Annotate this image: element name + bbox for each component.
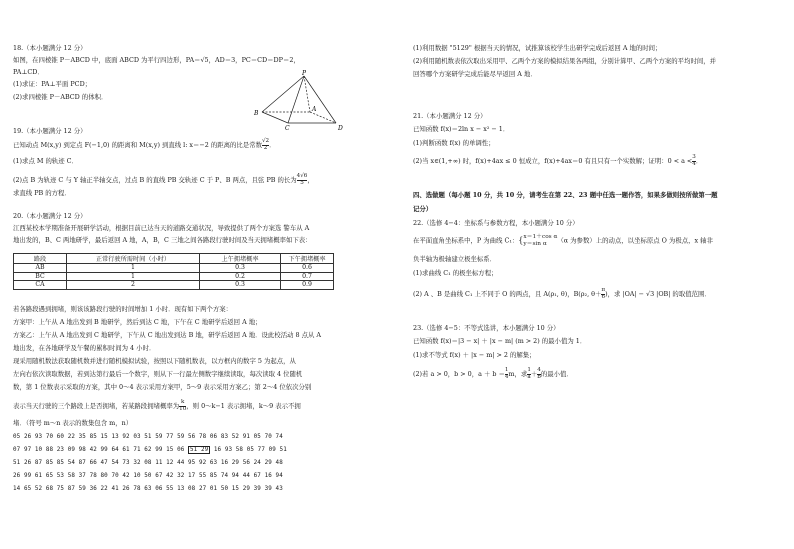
table-cell: 1 bbox=[67, 272, 200, 281]
q23-heading: 23.（选修 4−5：不等式选讲，本小题满分 10 分） bbox=[413, 324, 560, 332]
q19-stem-text: 已知动点 M(x,y) 到定点 F(−1,0) 的距离和 M(x,y) 到直线 l: x＝−2 的距离的比是常数 bbox=[13, 141, 262, 150]
random-number-row-2-end: 16 93 58 05 77 09 51 bbox=[210, 447, 287, 453]
angle-numerator: π bbox=[601, 287, 606, 293]
random-number-row-3: 51 26 87 85 85 54 87 66 47 54 73 32 08 11 12 44 95 92 63 16 29 56 24 29 48 bbox=[13, 460, 283, 466]
table-cell: 0.3 bbox=[200, 281, 281, 290]
label-a: A bbox=[312, 106, 317, 113]
q23-part2-end: 的最小值． bbox=[540, 370, 573, 379]
q20-text-l11: 堵．（符号 m～n 表示的数集包含 m，n） bbox=[13, 419, 133, 427]
q20-question1: (1)利用数据 "5129" 根据当天的情况，试推算该校学生出研学完成后返回 A 地的时间； bbox=[413, 44, 662, 52]
q20-text-l4: 方案甲：上午从 A 地出发到 B 地研学，然后到达 C 地，下午在 C 地研学后返回 A 地； bbox=[13, 318, 262, 326]
q23-part2-text: (2)若 a > 0，b > 0，a ＋ b ＝ bbox=[413, 370, 505, 379]
q22-part1: (1)求曲线 C₁ 的极坐标方程； bbox=[413, 269, 498, 277]
q23-stem: 已知函数 f(x)＝|3 − x| ＋ |x − m| (m > 2) 的最小值为 1． bbox=[413, 337, 587, 345]
q18-part1: (1)求证：PA⊥平面 PCD； bbox=[13, 80, 92, 88]
q19-part2-line1 bbox=[13, 174, 314, 186]
header-afternoon: 下午拥堵概率 bbox=[281, 254, 334, 264]
q23-part2 bbox=[413, 368, 573, 380]
q19-heading: 19.（本小题满分 12 分） bbox=[13, 127, 87, 135]
q20-stem-line2: 地出发的，B、C 两地研学，最后返回 A 地，A，B，C 三地之间各路段行驶时间及当天拥堵概率如下表： bbox=[13, 236, 312, 244]
table-cell: 0.3 bbox=[200, 264, 281, 273]
edge-bc bbox=[262, 112, 288, 123]
q20-text-l10-end: ，则 0～k−1 表示拥堵，k～9 表示不拥 bbox=[186, 402, 301, 411]
q21-part1: (1)判断函数 f(x) 的单调性； bbox=[413, 139, 495, 147]
label-d: D bbox=[338, 125, 343, 132]
q21-part2-text: (2)当 x∈(1,+∞) 时，f(x)+4ax ≤ 0 恒成立，f(x)+4ax＝0 有且只有一个实数解；证明：0 < a < bbox=[413, 157, 693, 166]
q20-text-l6: 地出发，在各地研学及午餐的累积时间为 4 小时． bbox=[13, 344, 156, 352]
random-number-row-2-start: 07 97 10 88 23 09 98 42 99 64 61 71 62 99 15 06 bbox=[13, 447, 189, 453]
header-time: 正常行驶所需时间（小时） bbox=[67, 254, 200, 264]
four-over-b-denominator: b bbox=[537, 373, 541, 380]
ratio-denominator: 2 bbox=[263, 144, 268, 151]
four-over-b-numerator: 4 bbox=[537, 367, 541, 373]
one-over-a-denominator: a bbox=[527, 373, 531, 380]
q18-part2: (2)求四棱锥 P－ABCD 的体积． bbox=[13, 93, 108, 101]
q20-stem-line1: 江西某校本学期准备开展研学活动，根据目前已达当天的道路交通状况，导致提供了两个方案选 警车从 A bbox=[13, 224, 310, 232]
q22-part2 bbox=[413, 288, 711, 300]
table-cell: 1 bbox=[67, 264, 200, 273]
q18-heading: 18.（本小题满分 12 分） bbox=[13, 44, 87, 52]
q21-stem: 已知函数 f(x)＝2ln x − x² − 1． bbox=[413, 125, 510, 133]
q20-text-l10 bbox=[13, 400, 301, 412]
q19-stem-line1 bbox=[13, 139, 276, 151]
q20-question2-line2: 回答哪个方案研学完成后能尽早返回 A 地． bbox=[413, 70, 537, 78]
q19-part2-text: (2)点 B 为轨迹 C 与 Y 轴正半轴交点，过点 B 的直线 PB 交轨迹 C 于 P、B 两点，且弦 PB 的长为 bbox=[13, 176, 297, 185]
start-marker-box: 51 29 bbox=[190, 447, 209, 453]
quarter-numerator: 1 bbox=[504, 367, 509, 373]
q21-part2-end: ． bbox=[695, 157, 703, 166]
q19-part2-line2: 求直线 PB 的方程． bbox=[13, 189, 71, 197]
q20-text-l8: 左向右依次读取数据，若到达第行最后一个数字，则从下一行最左侧数字继续读取，每次读取 4 位随机 bbox=[13, 370, 303, 378]
table-header-row bbox=[14, 254, 334, 264]
random-number-row-5: 14 65 52 68 75 87 59 36 22 41 26 78 63 06 55 13 08 27 01 50 15 29 39 39 43 bbox=[13, 486, 283, 492]
q20-question2-line1: (2)利用随机数表依次取出采用甲、乙两个方案的模拟结果各两组，分别计算甲、乙两个方案的平均时间，并 bbox=[413, 57, 717, 65]
table-row bbox=[14, 272, 334, 281]
q20-text-l7: 现采用随机数法获取随机数并进行随机模拟试验，按照以下随机数表，以方框内的数字 5 为起点，从 bbox=[13, 357, 296, 365]
ratio-numerator: √2 bbox=[261, 138, 270, 144]
q20-text-l10-start: 表示当天行驶的三个路段上是否拥堵，若某路段拥堵概率为 bbox=[13, 402, 180, 411]
table-row bbox=[14, 264, 334, 273]
header-morning: 上午拥堵概率 bbox=[200, 254, 281, 264]
table-cell: 0.6 bbox=[281, 264, 334, 273]
header-segment: 路段 bbox=[14, 254, 67, 264]
q22-stem-text: 在平面直角坐标系中，P 为曲线 C₁： bbox=[413, 236, 519, 245]
label-p: P bbox=[302, 70, 307, 77]
bound-denominator: 4 bbox=[692, 160, 696, 167]
q19-part2-end: ， bbox=[307, 176, 314, 185]
q22-heading: 22.（选修 4−4：坐标系与参数方程，本小题满分 10 分） bbox=[413, 219, 579, 227]
q23-part2-mid: m，求 bbox=[508, 370, 528, 379]
q22-part2-text: (2) A 、B 是曲线 C₁ 上不同于 O 的两点，且 A(ρ₁, θ)，B(ρ₂, θ＋ bbox=[413, 290, 602, 299]
q20-heading: 20.（本小题满分 12 分） bbox=[13, 212, 87, 220]
prob-numerator: k bbox=[181, 399, 185, 405]
q22-stem-end: （α 为参数）上的动点，以坐标原点 O 为极点，x 轴非 bbox=[557, 236, 713, 245]
table-cell: 0.2 bbox=[200, 272, 281, 281]
congestion-table bbox=[13, 253, 334, 290]
random-number-row-4: 26 99 61 65 53 58 37 78 80 70 42 10 50 67 42 32 17 55 85 74 94 44 67 16 94 bbox=[13, 473, 283, 479]
q21-part2 bbox=[413, 155, 702, 167]
q19-part1: (1)求点 M 的轨迹 C． bbox=[13, 157, 78, 165]
prob-denominator: 10 bbox=[179, 405, 187, 412]
random-number-row-1: 05 26 93 70 60 22 35 85 15 13 92 03 51 59 77 59 56 78 06 83 52 91 05 70 74 bbox=[13, 434, 283, 440]
bound-numerator: 3 bbox=[692, 154, 696, 160]
table-cell: 0.7 bbox=[281, 272, 334, 281]
one-over-a-numerator: 1 bbox=[527, 367, 531, 373]
random-number-row-2 bbox=[13, 446, 287, 454]
pyramid-figure bbox=[248, 68, 358, 132]
table-row bbox=[14, 281, 334, 290]
param-eq-x: x＝1＋cos α bbox=[523, 234, 558, 240]
q21-heading: 21.（本小题满分 12 分） bbox=[413, 112, 487, 120]
section4-title-line2: 记分） bbox=[413, 205, 433, 213]
q20-text-l9: 数，第 1 位数表示采取的方案，其中 0～4 表示采用方案甲，5～9 表示采用方案乙；第 2～4 位依次分别 bbox=[13, 383, 312, 391]
label-b: B bbox=[254, 110, 259, 117]
q22-stem-line1 bbox=[413, 234, 713, 247]
table-cell: BC bbox=[14, 272, 67, 281]
angle-denominator: 6 bbox=[601, 293, 606, 300]
param-eq-y: y＝sin α bbox=[523, 240, 547, 247]
chord-denominator: 5 bbox=[300, 179, 304, 186]
q20-text-l5: 方案乙：上午从 A 地出发到 C 地研学，下午从 C 地出发到达 B 地，研学后返回 A 地．设此校活动 8 点从 A bbox=[13, 331, 322, 339]
q18-stem-line1: 如图，在四棱锥 P－ABCD 中，底面 ABCD 为平行四边形，PA＝√5，AD＝3，PC＝CD＝DP＝2， bbox=[13, 56, 300, 64]
quarter-denominator: 4 bbox=[504, 373, 509, 380]
q18-stem-line2: PA⊥CD． bbox=[13, 68, 44, 76]
plus-sign: ＋ bbox=[530, 370, 538, 379]
table-cell: AB bbox=[14, 264, 67, 273]
q22-stem-line2: 负半轴为极轴建立极坐标系． bbox=[413, 255, 497, 263]
q20-text-l3: 若各路段遇到拥堵，则该该路段行驶的时间增加 1 小时．现有如下两个方案： bbox=[13, 305, 233, 313]
table-cell: 0.9 bbox=[281, 281, 334, 290]
table-cell: 2 bbox=[67, 281, 200, 290]
section4-title-line1: 四、选做题（每小题 10 分，共 10 分，请考生在第 22、23 题中任选一题作答，如果多做则按所做第一题 bbox=[413, 191, 718, 199]
parametric-system bbox=[523, 234, 557, 247]
system-brace: { bbox=[518, 235, 524, 245]
q19-stem-end: ． bbox=[269, 141, 276, 150]
table-cell: CA bbox=[14, 281, 67, 290]
edge-pa bbox=[304, 76, 310, 112]
q23-part1: (1)求不等式 f(x) ＋ |x − m| > 2 的解集； bbox=[413, 351, 536, 359]
chord-numerator: 4√6 bbox=[296, 173, 308, 179]
chord-fraction bbox=[297, 174, 308, 186]
q22-part2-end: )，求 |OA| − √3 |OB| 的取值范围． bbox=[605, 290, 711, 299]
label-c: C bbox=[285, 125, 290, 132]
